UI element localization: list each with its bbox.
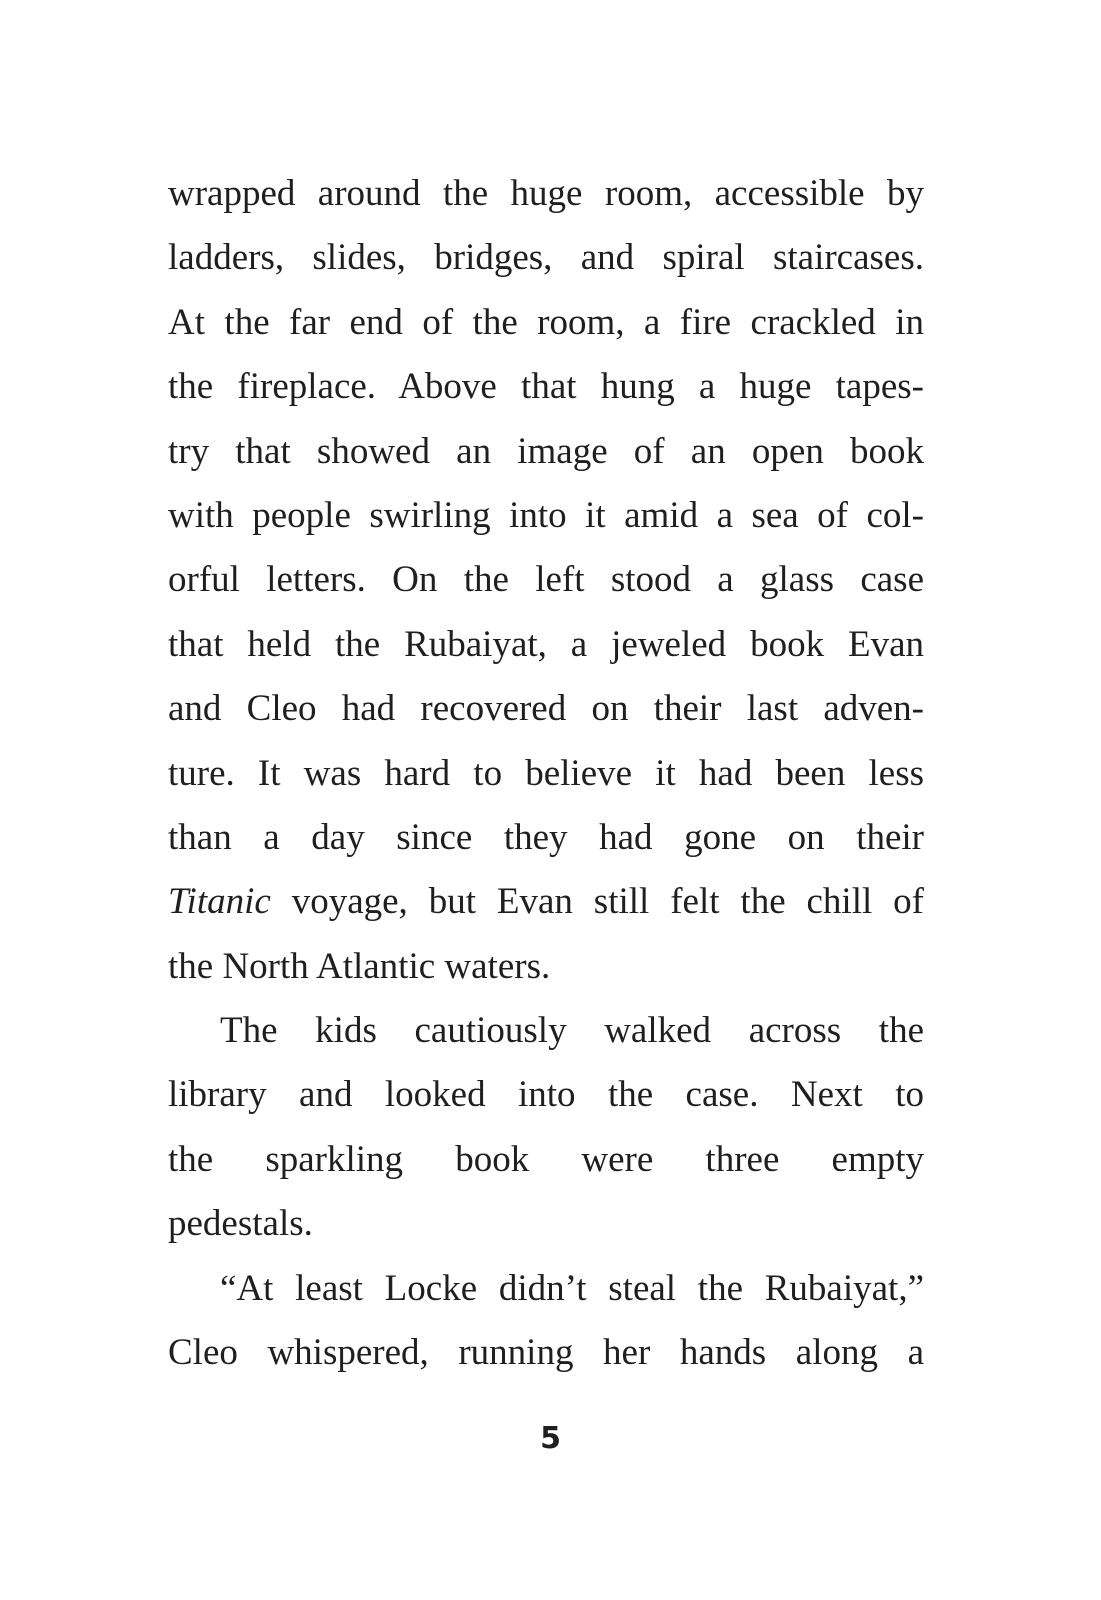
text-line: At the far end of the room, a fire crackled in [168, 301, 924, 343]
body-text [168, 162, 924, 1385]
paragraph-start-line: The kids cautiously walked across the [220, 1010, 924, 1052]
text-line: the sparkling book were three empty [168, 1138, 924, 1180]
text-line: that held the Rubaiyat, a jeweled book Evan [168, 623, 924, 665]
text-line: the fireplace. Above that hung a huge tapes- [168, 366, 924, 408]
text-line: pedestals. [168, 1203, 313, 1245]
text-line: ladders, slides, bridges, and spiral staircases. [168, 237, 924, 279]
paragraph-start-line: “At least Locke didn’t steal the Rubaiyat,” [220, 1267, 924, 1309]
text-line: orful letters. On the left stood a glass case [168, 559, 924, 601]
text-line: and Cleo had recovered on their last adven- [168, 688, 924, 730]
text-line: try that showed an image of an open book [168, 430, 924, 472]
text-line: with people swirling into it amid a sea of col- [168, 494, 924, 536]
text-line: than a day since they had gone on their [168, 816, 924, 858]
text-line: ture. It was hard to believe it had been less [168, 752, 924, 794]
text-line-titanic [168, 870, 924, 934]
ship-name: Titanic [168, 881, 271, 923]
text-line: library and looked into the case. Next to [168, 1074, 924, 1116]
text-line: Cleo whispered, running her hands along a [168, 1332, 924, 1374]
line-rest: voyage, but Evan still felt the chill of [270, 881, 924, 923]
text-line: the North Atlantic waters. [168, 945, 551, 987]
text-line: wrapped around the huge room, accessible by [168, 173, 924, 214]
page-number: 5 [540, 1421, 561, 1456]
